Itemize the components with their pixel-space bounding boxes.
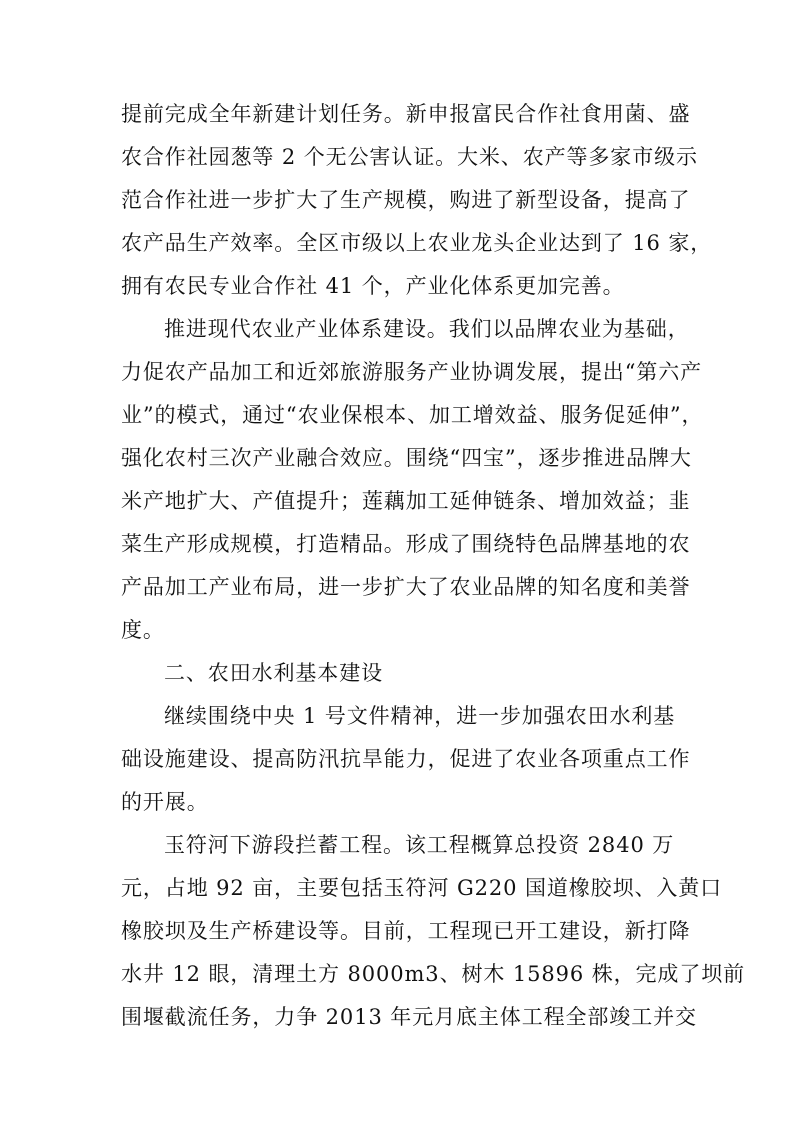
text-line: 橡胶坝及生产桥建设等。目前，工程现已开工建设，新打降 xyxy=(121,919,691,943)
text-line: 元，占地 92 亩，主要包括玉符河 G220 国道橡胶坝、入黄口 xyxy=(121,876,723,900)
text-line: 农合作社园葱等 2 个无公害认证。大米、农产等多家市级示 xyxy=(121,145,698,169)
text-line: 拥有农民专业合作社 41 个，产业化体系更加完善。 xyxy=(121,274,625,298)
text-line: 力促农产品加工和近郊旅游服务产业协调发展，提出“第六产 xyxy=(121,360,703,384)
text-line: 范合作社进一步扩大了生产规模，购进了新型设备，提高了 xyxy=(121,188,691,212)
text-line: 础设施建设、提高防汛抗旱能力，促进了农业各项重点工作 xyxy=(121,747,691,771)
text-line: 米产地扩大、产值提升；莲藕加工延伸链条、增加效益；韭 xyxy=(121,489,691,513)
text-line: 菜生产形成规模，打造精品。形成了围绕特色品牌基地的农 xyxy=(121,532,691,556)
text-line: 围堰截流任务，力争 2013 年元月底主体工程全部竣工并交 xyxy=(121,1005,697,1029)
text-line: 推进现代农业产业体系建设。我们以品牌农业为基础， xyxy=(164,317,690,341)
text-line: 业”的模式，通过“农业保根本、加工增效益、服务促延伸”， xyxy=(121,403,704,427)
text-line: 玉符河下游段拦蓄工程。该工程概算总投资 2840 万 xyxy=(164,833,675,857)
section-heading: 二、农田水利基本建设 xyxy=(164,661,383,685)
text-line: 水井 12 眼，清理土方 8000m3、树木 15896 株，完成了坝前 xyxy=(121,962,746,986)
text-line: 度。 xyxy=(121,618,165,642)
text-line: 提前完成全年新建计划任务。新申报富民合作社食用菌、盛 xyxy=(121,102,691,126)
text-line: 产品加工产业布局，进一步扩大了农业品牌的知名度和美誉 xyxy=(121,575,691,599)
text-line: 农产品生产效率。全区市级以上农业龙头企业达到了 16 家， xyxy=(121,231,713,255)
text-line: 强化农村三次产业融合效应。围绕“四宝”，逐步推进品牌大 xyxy=(121,446,692,470)
text-line: 继续围绕中央 1 号文件精神，进一步加强农田水利基 xyxy=(164,704,676,728)
text-line: 的开展。 xyxy=(121,790,209,814)
